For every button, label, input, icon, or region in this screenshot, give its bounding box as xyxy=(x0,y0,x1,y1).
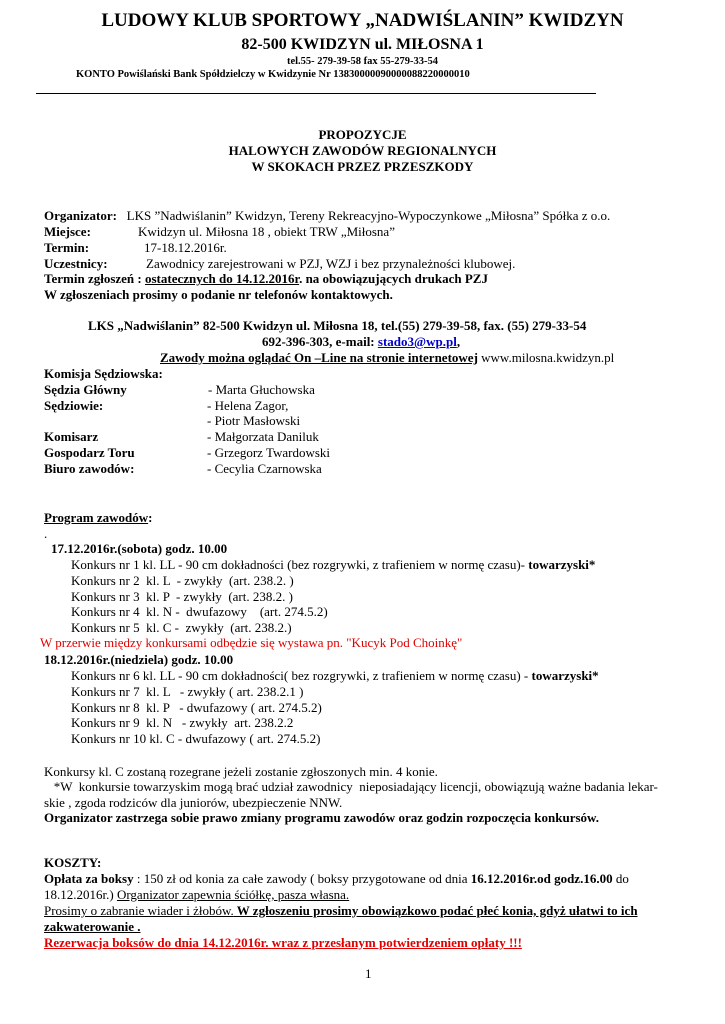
box-fee-end: do xyxy=(612,871,629,886)
doc-title-1: PROPOZYCJE xyxy=(318,127,407,142)
contact-line-2 xyxy=(262,334,460,350)
request-buckets: Prosimy o zabranie wiader i żłobów. xyxy=(44,903,234,918)
konkurs-item: Konkurs nr 5 kl. C - zwykły (art. 238.2.) xyxy=(71,619,292,635)
request-accommodation: zakwaterowanie . xyxy=(44,919,141,934)
day1-k1-text: Konkurs nr 1 kl. LL - 90 cm dokładności (bez rozgrywki, z trafieniem w normę czasu)- xyxy=(71,557,529,572)
reservation-note: Rezerwacja boksów do dnia 14.12.2016r. wraz z przesłanym potwierdzeniem opłaty !!! xyxy=(44,935,522,950)
note-class-c: Konkursy kl. C zostaną rozegrane jeżeli zostanie zgłoszonych min. 4 konie. xyxy=(44,764,438,779)
date-label: Termin: xyxy=(44,240,90,255)
note-friendly-2: skie , zgoda rodziców dla juniorów, ubezpieczenie NNW. xyxy=(44,795,343,810)
program-heading: Program zawodów xyxy=(44,510,149,525)
day1-konkurs-1 xyxy=(71,557,595,573)
date-line xyxy=(44,240,227,256)
header-divider xyxy=(36,93,596,94)
day2-konkurs-6 xyxy=(71,668,599,684)
deadline-prefix: Termin zgłoszeń : xyxy=(44,271,145,286)
committee-row xyxy=(44,382,315,398)
box-fee-date: 16.12.2016r.od godz.16.00 xyxy=(470,871,613,886)
committee-role: Biuro zawodów: xyxy=(44,461,135,476)
konkurs-item: Konkurs nr 4 kl. N - dwufazowy (art. 274.5.2) xyxy=(71,604,328,620)
committee-heading: Komisja Sędziowska: xyxy=(44,366,163,381)
committee-row xyxy=(44,445,331,461)
deadline-line xyxy=(44,271,488,287)
place-line xyxy=(44,224,395,240)
organizer-provides: Organizator zapewnia ściółkę, pasza własna. xyxy=(116,887,350,902)
committee-row xyxy=(44,461,322,477)
day2-heading: 18.12.2016r.(niedziela) godz. 10.00 xyxy=(44,652,234,667)
konkurs-item: Konkurs nr 2 kl. L - zwykły (art. 238.2. ) xyxy=(71,573,294,588)
konkurs-item: Konkurs nr 8 kl. P - dwufazowy ( art. 274.5.2) xyxy=(71,699,322,715)
committee-person: - Piotr Masłowski xyxy=(207,413,301,428)
program-heading-colon: : xyxy=(148,510,153,525)
konkurs-item: Konkurs nr 9 kl. N - zwykły art. 238.2.2 xyxy=(71,715,294,731)
box-fee-line-2 xyxy=(44,887,349,903)
committee-row xyxy=(44,398,289,414)
note-organizer-rights: Organizator zastrzega sobie prawo zmiany programu zawodów oraz godzin rozpoczęcia konkursów. xyxy=(44,810,599,825)
club-address: 82-500 KWIDZYN ul. MIŁOSNA 1 xyxy=(241,36,484,53)
participants-label: Uczestnicy: xyxy=(44,256,108,271)
konkurs-item: Konkurs nr 7 kl. L - zwykły ( art. 238.2.1 ) xyxy=(71,684,304,699)
request-gender: W zgłoszeniu prosimy obowiązkowo podać płeć konia, gdyż ułatwi to ich xyxy=(233,903,638,918)
program-heading-line xyxy=(44,510,152,526)
committee-person: - Cecylia Czarnowska xyxy=(207,461,322,476)
contact-line-1: LKS „Nadwiślanin” 82-500 Kwidzyn ul. Miłosna 18, tel.(55) 279-39-58, fax. (55) 279-33-54 xyxy=(88,318,587,333)
place-value: Kwidzyn ul. Miłosna 18 , obiekt TRW „Miłosna” xyxy=(138,224,395,239)
day1-k1-friendly: towarzyski* xyxy=(528,557,596,572)
box-fee-line xyxy=(44,871,629,887)
organizer-line xyxy=(44,208,610,224)
day2-k6-friendly: towarzyski* xyxy=(531,668,599,683)
request-line xyxy=(44,903,638,919)
page-number: 1 xyxy=(365,966,372,981)
day2-k6-text: Konkurs nr 6 kl. LL - 90 cm dokładności( bez rozgrywki, z trafieniem w normę czasu) - xyxy=(71,668,532,683)
committee-role: Gospodarz Toru xyxy=(44,445,135,460)
phone-request: W zgłoszeniach prosimy o podanie nr telefonów kontaktowych. xyxy=(44,287,393,302)
doc-title-3: W SKOKACH PRZEZ PRZESZKODY xyxy=(251,159,474,174)
place-label: Miejsce: xyxy=(44,224,91,239)
committee-person: - Helena Zagor, xyxy=(207,398,289,413)
box-fee-text: : 150 zł od konia za całe zawody ( boksy przygotowane od dnia xyxy=(133,871,471,886)
committee-person: - Grzegorz Twardowski xyxy=(207,445,331,460)
club-name: LUDOWY KLUB SPORTOWY „NADWIŚLANIN” KWIDZYN xyxy=(101,10,624,31)
organizer-value: LKS ”Nadwiślanin” Kwidzyn, Tereny Rekreacyjno-Wypoczynkowe „Miłosna” Spółka z o.o. xyxy=(126,208,611,223)
organizer-label: Organizator: xyxy=(44,208,117,223)
committee-role: Komisarz xyxy=(44,429,99,444)
deadline-suffix: . na obowiązujących drukach PZJ xyxy=(299,271,488,286)
email-link[interactable]: stado3@wp.pl xyxy=(377,334,457,349)
online-line xyxy=(160,350,614,366)
box-fee-enddate: 18.12.2016r.) xyxy=(44,887,117,902)
committee-role: Sędzia Główny xyxy=(44,382,127,397)
contact-phone: 692-396-303, e-mail: xyxy=(262,334,378,349)
costs-heading: KOSZTY: xyxy=(44,855,102,870)
bank-account: KONTO Powiślański Bank Spółdzielczy w Kwidzynie Nr 13830000090000088220000010 xyxy=(76,69,470,80)
participants-value: Zawodnicy zarejestrowani w PZJ, WZJ i bez przynależności klubowej. xyxy=(146,256,516,271)
committee-person: - Marta Głuchowska xyxy=(208,382,315,397)
committee-role: Sędziowie: xyxy=(44,398,104,413)
konkurs-item: Konkurs nr 10 kl. C - dwufazowy ( art. 274.5.2) xyxy=(71,730,321,746)
note-friendly-1: *W konkursie towarzyskim mogą brać udział zawodnicy nieposiadający licencji, obowiązują ważne badania lekar- xyxy=(44,779,658,794)
konkurs-item: Konkurs nr 3 kl. P - zwykły (art. 238.2. ) xyxy=(71,588,293,604)
participants-line xyxy=(44,256,516,272)
contact-comma: , xyxy=(456,334,461,349)
committee-row xyxy=(44,429,319,445)
deadline-date: ostatecznych do 14.12.2016r xyxy=(144,271,300,286)
club-phones: tel.55- 279-39-58 fax 55-279-33-54 xyxy=(286,56,439,67)
day1-heading: 17.12.2016r.(sobota) godz. 10.00 xyxy=(51,541,228,556)
committee-person: - Małgorzata Daniluk xyxy=(207,429,319,444)
program-dot: . xyxy=(44,526,48,541)
online-text: Zawody można oglądać On –Line na stronie internetowej xyxy=(160,350,478,365)
date-value: 17-18.12.2016r. xyxy=(144,240,227,255)
doc-title-2: HALOWYCH ZAWODÓW REGIONALNYCH xyxy=(228,143,497,158)
break-note: W przerwie między konkursami odbędzie się wystawa pn. "Kucyk Pod Choinkę" xyxy=(40,635,463,650)
online-url[interactable]: www.milosna.kwidzyn.pl xyxy=(477,350,615,365)
box-fee-label: Opłata za boksy xyxy=(44,871,134,886)
